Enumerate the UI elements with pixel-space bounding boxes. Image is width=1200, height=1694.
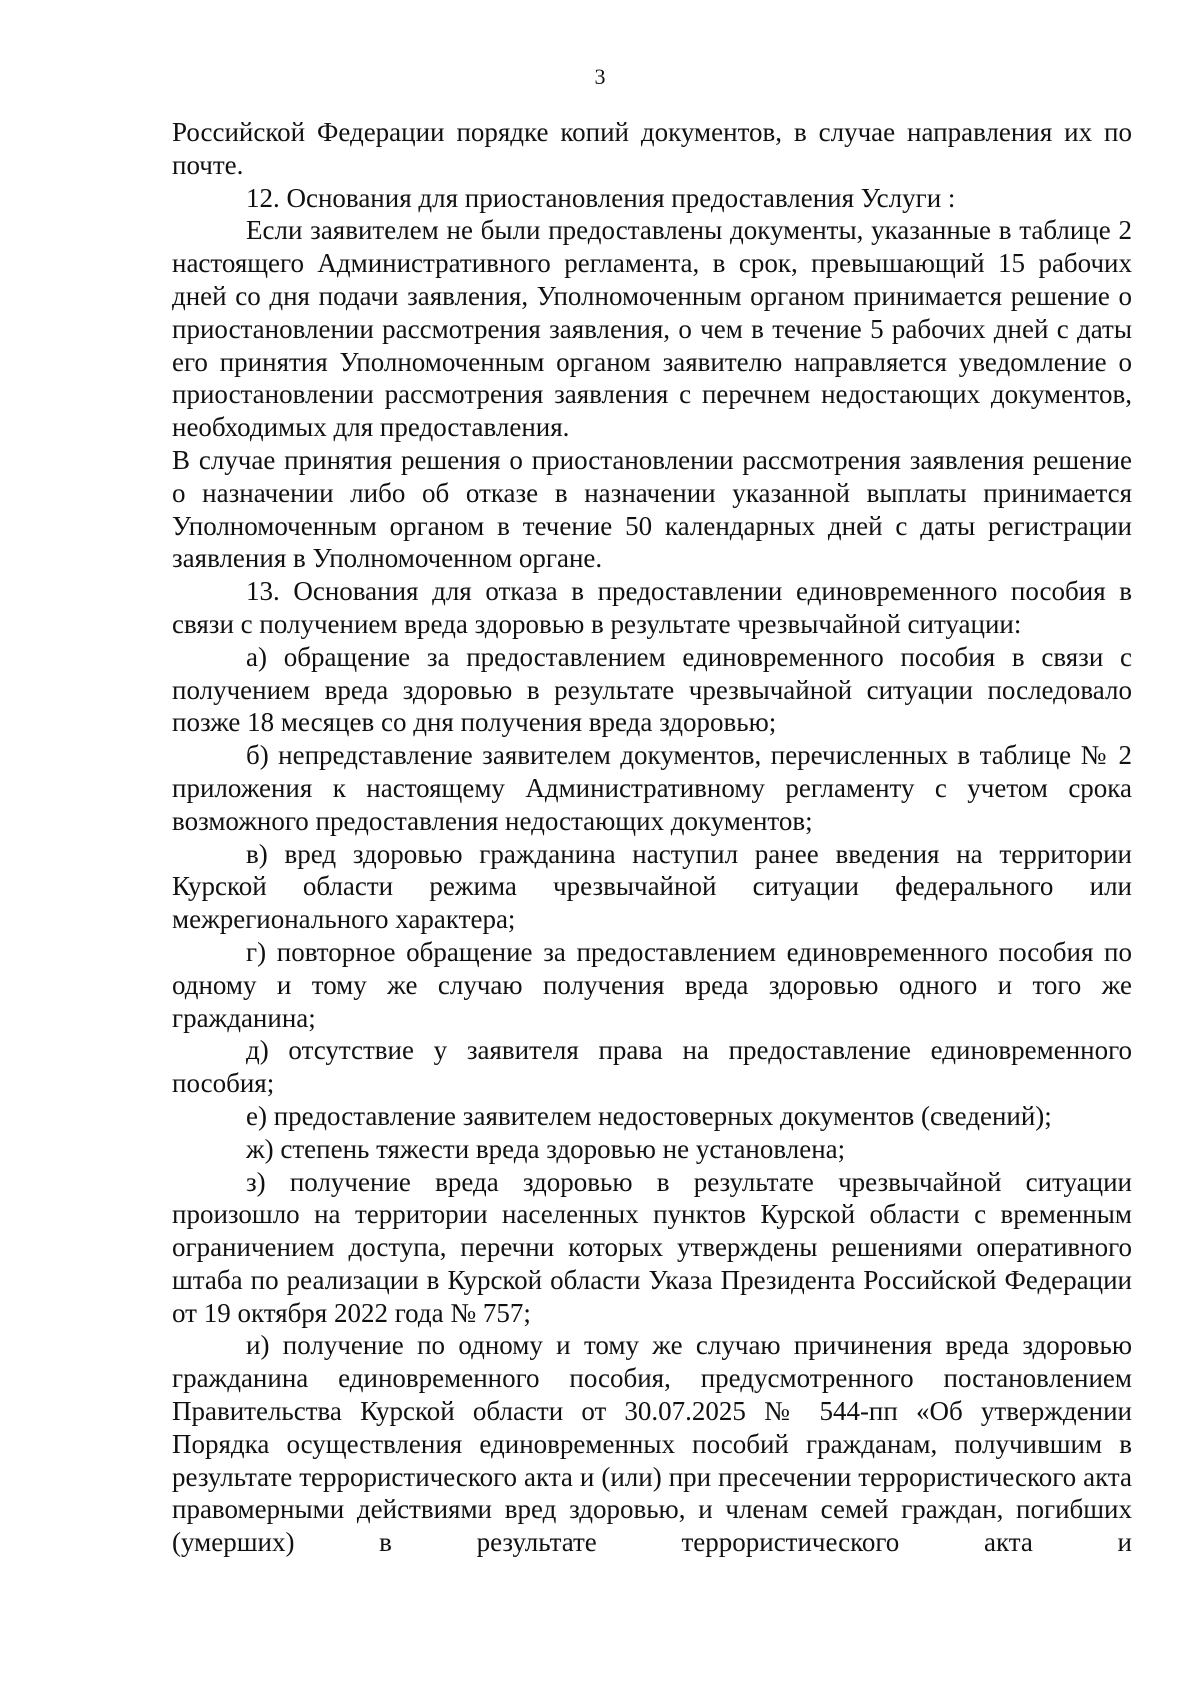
paragraph-13-item-a: а) обращение за предоставлением единовременного пособия в связи с получением вреда здоровью в результате чрезвычайной ситуации последовало позже 18 месяцев со дня получения вреда здоровью; xyxy=(172,641,1132,738)
paragraph-12-body: Если заявителем не были предоставлены документы, указанные в таблице 2 настоящего Административного регламента, в срок, превышающий 15 рабочих дней со дня подачи заявления, Уполномоченным органом принимается решение о приостановлении рассмотрения заявления, о чем в течение 5 рабочих дней с даты его принятия Уполномоченным органом заявителю направляется уведомление о приостановлении рассмотрения заявления с перечнем недостающих документов, необходимых для предоставления. xyxy=(172,215,1132,443)
paragraph-13-item-z: з) получение вреда здоровью в результате чрезвычайной ситуации произошло на территории населенных пунктов Курской области с временным ограничением доступа, перечни которых утверждены решениями оперативного штаба по реализации в Курской области Указа Президента Российской Федерации от 19 октября 2022 года № 757; xyxy=(172,1166,1132,1328)
paragraph-13-item-i: и) получение по одному и тому же случаю причинения вреда здоровью гражданина единовременного пособия, предусмотренного постановлением Правительства Курской области от 30.07.2025 № 544-пп «Об утверждении Порядка осуществления единовременных пособий гражданам, получившим в результате террористического акта и (или) при пресечении террористического акта правомерными действиями вред здоровью, и членам семей граждан, погибших (умерших) в результате террористического акта и xyxy=(172,1330,1132,1558)
paragraph-13-heading: 13. Основания для отказа в предоставлении единовременного пособия в связи с получением вреда здоровью в результате чрезвычайной ситуации: xyxy=(172,576,1132,639)
paragraph-12-heading: 12. Основания для приостановления предоставления Услуги : xyxy=(246,182,956,213)
paragraph-13-item-zh: ж) степень тяжести вреда здоровью не установлена; xyxy=(246,1133,846,1164)
paragraph-13-item-v: в) вред здоровью гражданина наступил ранее введения на территории Курской области режима чрезвычайной ситуации федерального или межрегионального характера; xyxy=(172,838,1132,935)
paragraph-13-item-d: д) отсутствие у заявителя права на предоставление единовременного пособия; xyxy=(172,1035,1132,1099)
paragraph-12-suspension: В случае принятия решения о приостановлении рассмотрения заявления решение о назначении либо об отказе в назначении указанной выплаты принимается Уполномоченным органом в течение 50 календарных дней с даты регистрации заявления в Уполномоченном органе. xyxy=(172,444,1132,574)
page-number: 3 xyxy=(594,64,606,89)
paragraph-13-item-b: б) непредставление заявителем документов, перечисленных в таблице № 2 приложения к настоящему Административному регламенту с учетом срока возможного предоставления недостающих документов; xyxy=(172,740,1132,836)
paragraph-13-item-e: е) предоставление заявителем недостоверных документов (сведений); xyxy=(246,1100,1052,1131)
paragraph-13-item-g: г) повторное обращение за предоставлением единовременного пособия по одному и тому же случаю получения вреда здоровью одного и того же гражданина; xyxy=(172,936,1132,1033)
document-body xyxy=(172,116,1132,1559)
paragraph-continuation: Российской Федерации порядке копий документов, в случае направления их по почте. xyxy=(172,117,1132,180)
